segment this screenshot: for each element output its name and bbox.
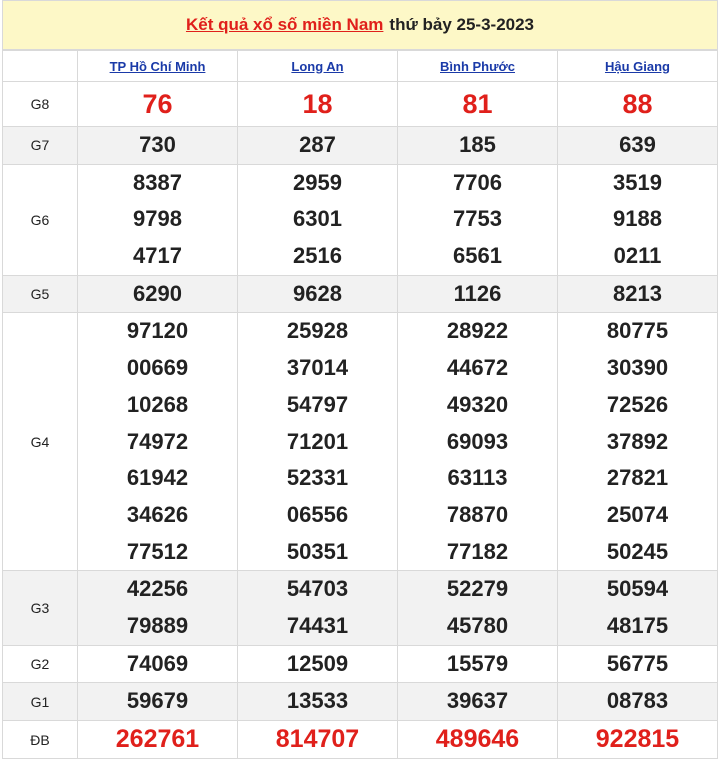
prize-cell [78, 82, 238, 127]
prize-cell [238, 571, 398, 645]
prize-number: 49320 [446, 391, 509, 417]
prize-number: 39637 [446, 688, 509, 714]
results-draw-date: thứ bảy 25-3-2023 [389, 15, 535, 34]
prize-label: G3 [3, 571, 78, 645]
prize-number: 9798 [133, 206, 182, 232]
province-header [398, 51, 558, 82]
prize-cell [238, 721, 398, 759]
prize-cell [238, 127, 398, 165]
prize-number: 12509 [286, 650, 349, 676]
province-link[interactable]: TP Hồ Chí Minh [109, 58, 206, 74]
prize-number: 56775 [606, 650, 669, 676]
prize-number: 52279 [446, 576, 509, 602]
prize-label: G7 [3, 127, 78, 165]
prize-number: 78870 [446, 501, 509, 527]
prize-cell [558, 571, 718, 645]
prize-cell [398, 721, 558, 759]
prize-cell [558, 82, 718, 127]
prize-number: 61942 [126, 465, 189, 491]
prize-number: 9628 [293, 280, 342, 306]
prize-number: 54797 [286, 391, 349, 417]
prize-label: G2 [3, 645, 78, 683]
prize-number: 730 [139, 132, 176, 157]
prize-number: 77182 [446, 538, 509, 564]
province-link[interactable]: Bình Phước [440, 58, 515, 74]
prize-cell [238, 275, 398, 313]
prize-number: 77512 [126, 538, 189, 564]
prize-number: 185 [459, 132, 496, 157]
prize-cell [398, 275, 558, 313]
province-link[interactable]: Hậu Giang [604, 58, 670, 74]
prize-cell [558, 127, 718, 165]
province-link[interactable]: Long An [291, 58, 344, 74]
prize-number: 639 [619, 132, 656, 157]
prize-number: 8213 [613, 280, 662, 306]
prize-number: 262761 [115, 725, 200, 753]
prize-number: 922815 [595, 725, 680, 753]
prize-cell [398, 164, 558, 275]
prize-number: 34626 [126, 501, 189, 527]
prize-label: G4 [3, 313, 78, 571]
prize-cell [398, 82, 558, 127]
prize-cell [78, 721, 238, 759]
prize-number: 6301 [293, 206, 342, 232]
prize-number: 69093 [446, 428, 509, 454]
prize-number: 97120 [126, 318, 189, 344]
prize-number: 74972 [126, 428, 189, 454]
prize-number: 15579 [446, 650, 509, 676]
prize-number: 74431 [286, 612, 349, 638]
results-title-link[interactable]: Kết quả xổ số miền Nam [185, 15, 384, 34]
prize-number: 2516 [293, 243, 342, 269]
prize-label: ĐB [3, 721, 78, 759]
prize-number: 44672 [446, 355, 509, 381]
province-header-row [3, 51, 718, 82]
prize-number: 25928 [286, 318, 349, 344]
prize-number: 9188 [613, 206, 662, 232]
prize-label: G8 [3, 82, 78, 127]
prize-cell [238, 683, 398, 721]
prize-number: 72526 [606, 391, 669, 417]
prize-number: 27821 [606, 465, 669, 491]
prize-number: 50245 [606, 538, 669, 564]
prize-number: 7706 [453, 169, 502, 195]
prize-cell [78, 645, 238, 683]
prize-cell [78, 164, 238, 275]
prize-number: 8387 [133, 169, 182, 195]
prize-number: 37014 [286, 355, 349, 381]
prize-number: 79889 [126, 612, 189, 638]
prize-cell [238, 82, 398, 127]
prize-cell [78, 313, 238, 571]
prize-cell [558, 721, 718, 759]
prize-number: 63113 [447, 465, 508, 491]
prize-cell [398, 313, 558, 571]
prize-cell [238, 313, 398, 571]
prize-cell [398, 127, 558, 165]
prize-number: 489646 [435, 725, 520, 753]
prize-number: 6561 [453, 243, 502, 269]
prize-number: 18 [302, 88, 333, 119]
prize-cell [558, 164, 718, 275]
prize-cell [238, 164, 398, 275]
province-header [238, 51, 398, 82]
prize-number: 814707 [275, 725, 360, 753]
prize-row-g5 [3, 275, 718, 313]
prize-number: 30390 [606, 355, 669, 381]
prize-cell [558, 275, 718, 313]
prize-row-db [3, 721, 718, 759]
prize-cell [78, 571, 238, 645]
prize-number: 2959 [293, 169, 342, 195]
corner-cell [3, 51, 78, 82]
prize-label: G6 [3, 164, 78, 275]
prize-number: 71201 [286, 428, 349, 454]
prize-cell [78, 127, 238, 165]
prize-number: 4717 [133, 243, 182, 269]
prize-number: 13533 [286, 688, 349, 714]
prize-cell [398, 683, 558, 721]
prize-cell [238, 645, 398, 683]
prize-number: 7753 [453, 206, 502, 232]
prize-number: 08783 [606, 688, 669, 714]
prize-number: 42256 [126, 576, 189, 602]
prize-number: 74069 [126, 650, 189, 676]
prize-number: 54703 [286, 576, 349, 602]
prize-number: 6290 [133, 280, 182, 306]
prize-row-g2 [3, 645, 718, 683]
prize-cell [558, 645, 718, 683]
prize-row-g7 [3, 127, 718, 165]
prize-number: 76 [142, 88, 173, 119]
results-table [2, 50, 718, 759]
prize-row-g3 [3, 571, 718, 645]
prize-number: 59679 [126, 688, 189, 714]
prize-number: 52331 [286, 465, 349, 491]
prize-label: G1 [3, 683, 78, 721]
prize-cell [398, 571, 558, 645]
prize-row-g4 [3, 313, 718, 571]
prize-number: 00669 [126, 355, 189, 381]
prize-row-g1 [3, 683, 718, 721]
prize-number: 88 [622, 88, 653, 119]
prize-row-g6 [3, 164, 718, 275]
province-header [558, 51, 718, 82]
prize-number: 28922 [446, 318, 509, 344]
prize-cell [78, 683, 238, 721]
prize-number: 25074 [606, 501, 669, 527]
prize-cell [558, 313, 718, 571]
lottery-results-panel [2, 0, 718, 759]
prize-number: 50594 [606, 576, 669, 602]
prize-number: 80775 [606, 318, 669, 344]
province-header [78, 51, 238, 82]
prize-number: 37892 [606, 428, 669, 454]
results-title-bar [2, 0, 718, 50]
prize-number: 3519 [613, 169, 662, 195]
prize-number: 0211 [613, 243, 662, 269]
prize-row-g8 [3, 82, 718, 127]
results-table-body [3, 51, 718, 759]
prize-number: 48175 [606, 612, 669, 638]
prize-cell [78, 275, 238, 313]
prize-number: 50351 [286, 538, 349, 564]
prize-number: 06556 [286, 501, 349, 527]
prize-number: 81 [462, 88, 493, 119]
prize-number: 287 [299, 132, 336, 157]
prize-label: G5 [3, 275, 78, 313]
prize-cell [558, 683, 718, 721]
prize-number: 10268 [126, 391, 189, 417]
prize-number: 1126 [453, 280, 502, 306]
prize-cell [398, 645, 558, 683]
prize-number: 45780 [446, 612, 509, 638]
